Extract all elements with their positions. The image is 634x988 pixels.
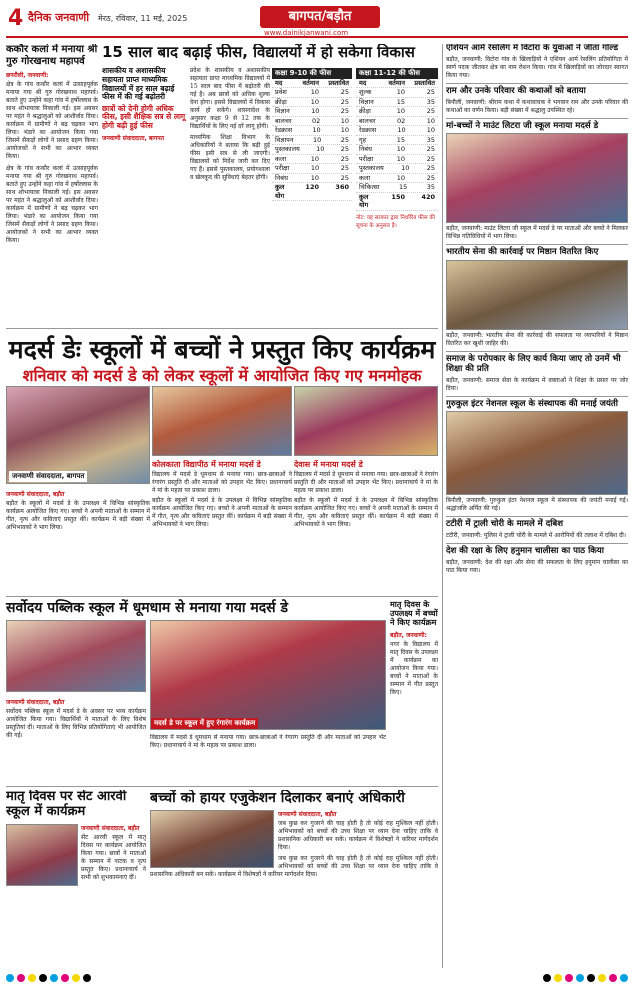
mothers-day-banner: मदर्स डेः स्कूलों में बच्चों ने प्रस्तुत किए कार्यक्रम <box>8 335 436 364</box>
fee-table-row: निबंध 10 25 <box>356 145 438 155</box>
sarvodaya-story <box>6 696 146 782</box>
sarvodaya-byline: जनवाणी संवाददाता, बड़ौत <box>6 699 65 706</box>
mothers-day-photo-2 <box>152 386 292 456</box>
right-column <box>446 44 628 968</box>
left-story-body-repeat: क्षेत्र के गांव ककौर कलां में उत्साहपूर्वक मनाया गया श्री गुरु गोरखनाथ महापर्व। बताते हुए उन्होंने कहा गांव में हर्षोल्लास के साथ शोभायात्रा निकाली गई। इस अवसर पर महंत ने श्रद्धालुओं को आशीर्वाद दिया। कार्यक्रम में ग्रामीणों ने बढ़ चढ़कर भाग लिया। भंडारे का आयोजन किया गया जिसमें सैकड़ों लोगों ने प्रसाद ग्रहण किया। आयोजकों ने सभी का आभार व्यक्त किया। <box>6 165 98 244</box>
st-arvi-body: सेंट आरवी स्कूल में मातृ दिवस पर कार्यक्रम आयोजित किया गया। छात्रों ने माताओं के सम्मान में नाटक व नृत्य प्रस्तुत किए। प्रधानाचार्य ने सभी को शुभकामनाएं दीं। <box>81 833 146 881</box>
website-link[interactable]: www.dainikjanwani.com <box>264 29 349 37</box>
sarvodaya-body: सर्वोदय पब्लिक स्कूल में मदर्स डे के अवसर पर भव्य कार्यक्रम आयोजित किया गया। विद्यार्थियों ने माताओं के लिए विशेष प्रस्तुतियां दीं। माताओं के लिए विभिन्न प्रतियोगिताएं भी आयोजित की गईं। <box>6 708 146 739</box>
fee-table-row: पुस्तकालय 10 25 <box>272 145 352 155</box>
left-story <box>6 44 98 328</box>
career-byline: जनवाणी संवाददाता, बड़ौत <box>278 811 337 819</box>
mothers-day-body: बड़ौत के स्कूलों में मदर्स डे के उपलक्ष्य में विभिन्न सांस्कृतिक कार्यक्रम आयोजित किए गए। बच्चों ने अपनी माताओं के सम्मान में गीत, नृत्य और कविताएं प्रस्तुत कीं। कार्यक्रम में बड़ी संख्या में अभिभावकों ने भाग लिया। <box>6 500 150 531</box>
hanuman-chalisa-body: बड़ौत, जनवाणी: देश की रक्षा और सेना की सफलता के लिए हनुमान चालीसा का पाठ किया गया। <box>446 558 628 574</box>
mothers-day-photo-1 <box>6 386 150 484</box>
fee-table-row: परीक्षा 10 25 <box>272 164 352 174</box>
fees-body-2: माध्यमिक शिक्षा विभाग के अधिकारियों ने बताया कि बढ़ी हुई फीस इसी सत्र से ली जाएगी। विद्यालयों को निर्देश जारी कर दिए गए हैं। इससे पुस्तकालय, प्रयोगशाला व खेलकूद की सुविधाएं बेहतर होंगी। <box>190 134 270 182</box>
section-title: बागपत/बड़ौत <box>260 6 380 28</box>
career-story <box>150 790 438 968</box>
page-header <box>6 4 628 38</box>
ram-katha-headline: राम और उनके परिवार की कथाओं को बताया <box>446 85 586 96</box>
fee-table-row: रेडक्रास 10 10 <box>356 126 438 136</box>
page-footer <box>6 972 628 984</box>
social-service-headline: समाज के परोपकार के लिए कार्य किया जाए तो उनमें भी शिक्षा की प्रति <box>446 354 621 374</box>
kolkata-body: विद्यालय में मदर्स डे धूमधाम से मनाया गया। छात्र-छात्राओं ने रंगारंग प्रस्तुति दी और माताओं को उपहार भेंट किए। प्रधानाचार्य ने मां के महत्व पर प्रकाश डाला। <box>152 471 292 495</box>
hanuman-chalisa-headline: देश की रक्षा के लिए हनुमान चालीसा का पाठ किया <box>446 546 604 557</box>
kolkata-body-extra: बड़ौत के स्कूलों में मदर्स डे के उपलक्ष्य में विभिन्न सांस्कृतिक कार्यक्रम आयोजित किए गए। बच्चों ने अपनी माताओं के सम्मान में गीत, नृत्य और कविताएं प्रस्तुत कीं। कार्यक्रम में बड़ी संख्या में अभिभावकों ने भाग लिया। <box>152 497 292 529</box>
page-number: 4 <box>8 6 24 31</box>
fees-byline: जनवाणी संवाददाता, बागपत <box>102 134 165 142</box>
fee-table-row: बालचर 02 10 <box>356 117 438 127</box>
gurukul-headline: गुरुकुल इंटर नेशनल स्कूल के संस्थापक की मनाई जयंती <box>446 398 618 409</box>
social-service-body: बड़ौत, जनवाणी: समाज सेवा के कार्यक्रम में वक्ताओं ने शिक्षा के प्रसार पर जोर दिया। <box>446 376 628 392</box>
sarvodaya-photo-1 <box>6 620 146 692</box>
ram-katha-body: बिनौली, जनवाणी: श्रीराम कथा में कथावाचक ने भगवान राम और उनके परिवार की कथाओं का वर्णन किया। बड़ी संख्या में श्रद्धालु उपस्थित रहे। <box>446 98 628 114</box>
fee-table-row: परीक्षा 10 25 <box>356 155 438 165</box>
fee-table-row: गृह 15 35 <box>356 136 438 146</box>
fee-table-row: प्रवेश 10 25 <box>272 88 352 98</box>
fees-kicker-2: छात्रों को देनी होगी अधिक फीस, इसी शैक्षिक सत्र से लागू होगी बढ़ी हुई फीस <box>102 103 186 130</box>
fee-table-row: विज्ञापन 10 25 <box>272 136 352 146</box>
armwrestling-body: बड़ौत, जनवाणी: विटोरा गांव के खिलाड़ियों ने एशियन आर्म रेसलिंग प्रतियोगिता में स्वर्ण पदक जीतकर क्षेत्र का नाम रोशन किया। गांव में खिलाड़ियों का जोरदार स्वागत किया गया। <box>446 55 628 79</box>
fee-table-row: क्रीड़ा 10 25 <box>272 98 352 108</box>
career-photo <box>150 810 274 868</box>
mount-litera-body: बड़ौत, जनवाणी: माउंट लिटरा जी स्कूल में मदर्स डे पर माताओं और बच्चों ने मिलकर विभिन्न गतिविधियों में भाग लिया। <box>446 225 628 241</box>
fee-table-row: कला 10 25 <box>272 155 352 165</box>
mount-litera-photo <box>446 133 628 223</box>
fee-table-row: शुल्क 10 25 <box>356 88 438 98</box>
mothers-day-subbanner: शनिवार को मदर्स डे को लेकर स्कूलों में आयोजित किए गए मनमोहक <box>22 366 422 385</box>
left-story-byline: छपरौली, जनवाणी: <box>6 72 49 79</box>
sarvodaya-story-2 <box>150 734 386 782</box>
fee-table-row: रेडक्रास 10 10 <box>272 126 352 136</box>
kolkata-story <box>152 460 292 592</box>
fee-table-row: क्रीड़ा 10 25 <box>356 107 438 117</box>
mothers-day-photo-3 <box>294 386 438 456</box>
st-arvi-story <box>6 790 146 968</box>
dewas-headline: देवास में मनाया मदर्स डे <box>294 460 363 469</box>
fee-table-row: पुस्तकालय 10 25 <box>356 164 438 174</box>
fee-table-row: चिकित्सा 15 35 <box>356 183 438 193</box>
sarvodaya-photo-2 <box>150 620 386 730</box>
sarvodaya-caption: मदर्स डे पर स्कूल में हुए रंगारंग कार्यक्रम <box>151 718 258 729</box>
sarvodaya-headline: सर्वोदय पब्लिक स्कूल में धूमधाम से मनाया गया मदर्स डे <box>6 600 288 616</box>
left-story-headline: ककौर कलां में मनाया श्री गुरु गोरखनाथ महापर्व <box>6 44 98 67</box>
photo-1-caption: जनवाणी संवाददाता, बागपत <box>9 471 87 482</box>
fee-table-row: कला 10 25 <box>356 174 438 184</box>
mount-litera-headline: मां-बच्चों ने माउंट लिटरा जी स्कूल मनाया मदर्स डे <box>446 120 599 131</box>
matri-side-headline: मातृ दिवस के उपलक्ष्य में बच्चों ने किए कार्यक्रम <box>390 600 438 628</box>
st-arvi-photo <box>6 824 78 886</box>
career-body: जब कुछ कर गुजरने की चाह होती है तो कोई राह मुश्किल नहीं होती। अभिभावकों को बच्चों की उच्च शिक्षा पर ध्यान देना चाहिए ताकि वे प्रशासनिक अधिकारी बन सकें। कार्यक्रम में विशेषज्ञों ने करियर मार्गदर्शन दिया। <box>278 820 438 852</box>
dateline: मेरठ, रविवार, 11 मई, 2025 <box>98 14 188 23</box>
trolley-theft-body: टटीरी, जनवाणी: पुलिस ने ट्राली चोरी के मामले में आरोपियों की तलाश में दबिश दी। <box>446 532 627 540</box>
kolkata-headline: कोलकाता विद्यापीठ में मनाया मदर्स डे <box>152 460 261 469</box>
army-sweets-photo <box>446 260 628 330</box>
army-sweets-body: बड़ौत, जनवाणी: भारतीय सेना की कार्रवाई की सफलता पर व्यापारियों ने मिष्ठान वितरित कर खुशी जाहिर की। <box>446 332 628 348</box>
fee-table-class-11-12 <box>356 68 438 229</box>
fee-table-2-header: मद वर्तमान प्रस्तावित <box>356 79 438 89</box>
fee-table-row: विज्ञान 10 25 <box>272 107 352 117</box>
fees-headline: 15 साल बाद बढ़ाई फीस, विद्यालयों में हो सकेगा विकास <box>102 44 415 61</box>
fee-table-row: कुल योग 120 360 <box>272 183 352 201</box>
trolley-theft-headline: टटीरी में ट्राली चोरी के मामले में दबिश <box>446 519 564 530</box>
fee-table-note: नोट: यह सरकार द्वारा निर्धारित फीस की सूचना के अनुसार है। <box>356 214 435 229</box>
fee-table-row: कुल योग 150 420 <box>356 193 438 211</box>
fee-table-row: विज्ञान 15 35 <box>356 98 438 108</box>
dewas-story <box>294 460 438 592</box>
st-arvi-byline: जनवाणी संवाददाता, बड़ौत <box>81 824 140 832</box>
fee-table-1-header: मद वर्तमान प्रस्तावित <box>272 79 352 89</box>
fee-table-2-title: कक्षा 11-12 की फीस <box>356 68 438 79</box>
matri-side-byline: बड़ौत, जनवाणी: <box>390 631 427 639</box>
armwrestling-headline: एशियन आर्म रेसलिंग में विटोरा के युवाओं ने जीता गोल्ड <box>446 44 619 53</box>
newspaper-name: दैनिक जनवाणी <box>28 11 90 24</box>
fee-table-row: बालचर 02 10 <box>272 117 352 127</box>
color-registration-marks-left <box>6 974 91 982</box>
sarvodaya-body-2: विद्यालय में मदर्स डे धूमधाम से मनाया गया। छात्र-छात्राओं ने रंगारंग प्रस्तुति दी और माताओं को उपहार भेंट किए। प्रधानाचार्य ने मां के महत्व पर प्रकाश डाला। <box>150 734 386 749</box>
army-sweets-headline: भारतीय सेना की कार्रवाई पर मिष्ठान वितरित किए <box>446 247 599 258</box>
matri-side-body: नगर के विद्यालय में मातृ दिवस के उपलक्ष्य में कार्यक्रम का आयोजन किया गया। बच्चों ने माताओं के सम्मान में गीत प्रस्तुत किए। <box>390 640 438 696</box>
career-body-2: जब कुछ कर गुजरने की चाह होती है तो कोई राह मुश्किल नहीं होती। अभिभावकों को बच्चों की उच्च शिक्षा पर ध्यान देना चाहिए ताकि वे प्रशासनिक अधिकारी बन सकें। कार्यक्रम में विशेषज्ञों ने करियर मार्गदर्शन दिया। <box>150 855 438 879</box>
mothers-day-byline: जनवाणी संवाददाता, बड़ौत <box>6 491 65 498</box>
career-headline: बच्चों को हायर एजुकेशन दिलाकर बनाएं अधिकारी <box>150 790 405 806</box>
color-registration-marks-right <box>543 974 628 982</box>
gurukul-photo <box>446 411 628 495</box>
st-arvi-headline: मातृ दिवस पर सेंट आरवी स्कूल में कार्यक्रम <box>6 790 127 819</box>
fee-table-1-title: कक्षा 9-10 की फीस <box>272 68 352 79</box>
dewas-body-extra: बड़ौत के स्कूलों में मदर्स डे के उपलक्ष्य में विभिन्न सांस्कृतिक कार्यक्रम आयोजित किए गए। बच्चों ने अपनी माताओं के सम्मान में गीत, नृत्य और कविताएं प्रस्तुत कीं। कार्यक्रम में बड़ी संख्या में अभिभावकों ने भाग लिया। <box>294 497 438 529</box>
fee-table-class-9-10 <box>272 68 352 201</box>
fees-body: प्रदेश के शासकीय व अशासकीय सहायता प्राप्त माध्यमिक विद्यालयों में 15 साल बाद फीस में बढ़ोतरी की गई है। अब छात्रों को अधिक शुल्क देना होगा। इससे विद्यालयों में विकास कार्य हो सकेंगे। शासनादेश के अनुसार कक्षा 9 से 12 तक के विद्यार्थियों के लिए नई दरें लागू होंगी। <box>190 67 270 131</box>
dewas-body: विद्यालय में मदर्स डे धूमधाम से मनाया गया। छात्र-छात्राओं ने रंगारंग प्रस्तुति दी और माताओं को उपहार भेंट किए। प्रधानाचार्य ने मां के महत्व पर प्रकाश डाला। <box>294 471 438 495</box>
fees-kicker: शासकीय व अशासकीय सहायता प्राप्त माध्यमिक विद्यालयों में हर साल बढ़ाई फीस में की गई बढ़ोतरी <box>102 66 175 102</box>
fee-table-row: निबंध 10 25 <box>272 174 352 184</box>
mothers-day-story <box>6 488 150 592</box>
matri-divas-side-story <box>390 600 438 782</box>
left-story-body: क्षेत्र के गांव ककौर कलां में उत्साहपूर्वक मनाया गया श्री गुरु गोरखनाथ महापर्व। बताते हुए उन्होंने कहा गांव में हर्षोल्लास के साथ शोभायात्रा निकाली गई। इस अवसर पर महंत ने श्रद्धालुओं को आशीर्वाद दिया। कार्यक्रम में ग्रामीणों ने बढ़ चढ़कर भाग लिया। भंडारे का आयोजन किया गया जिसमें सैकड़ों लोगों ने प्रसाद ग्रहण किया। आयोजकों ने सभी का आभार व्यक्त किया। <box>6 81 98 160</box>
gurukul-body: बिनौली, जनवाणी: गुरुकुल इंटर नेशनल स्कूल में संस्थापक की जयंती मनाई गई। श्रद्धांजलि अर्पित की गई। <box>446 497 628 513</box>
